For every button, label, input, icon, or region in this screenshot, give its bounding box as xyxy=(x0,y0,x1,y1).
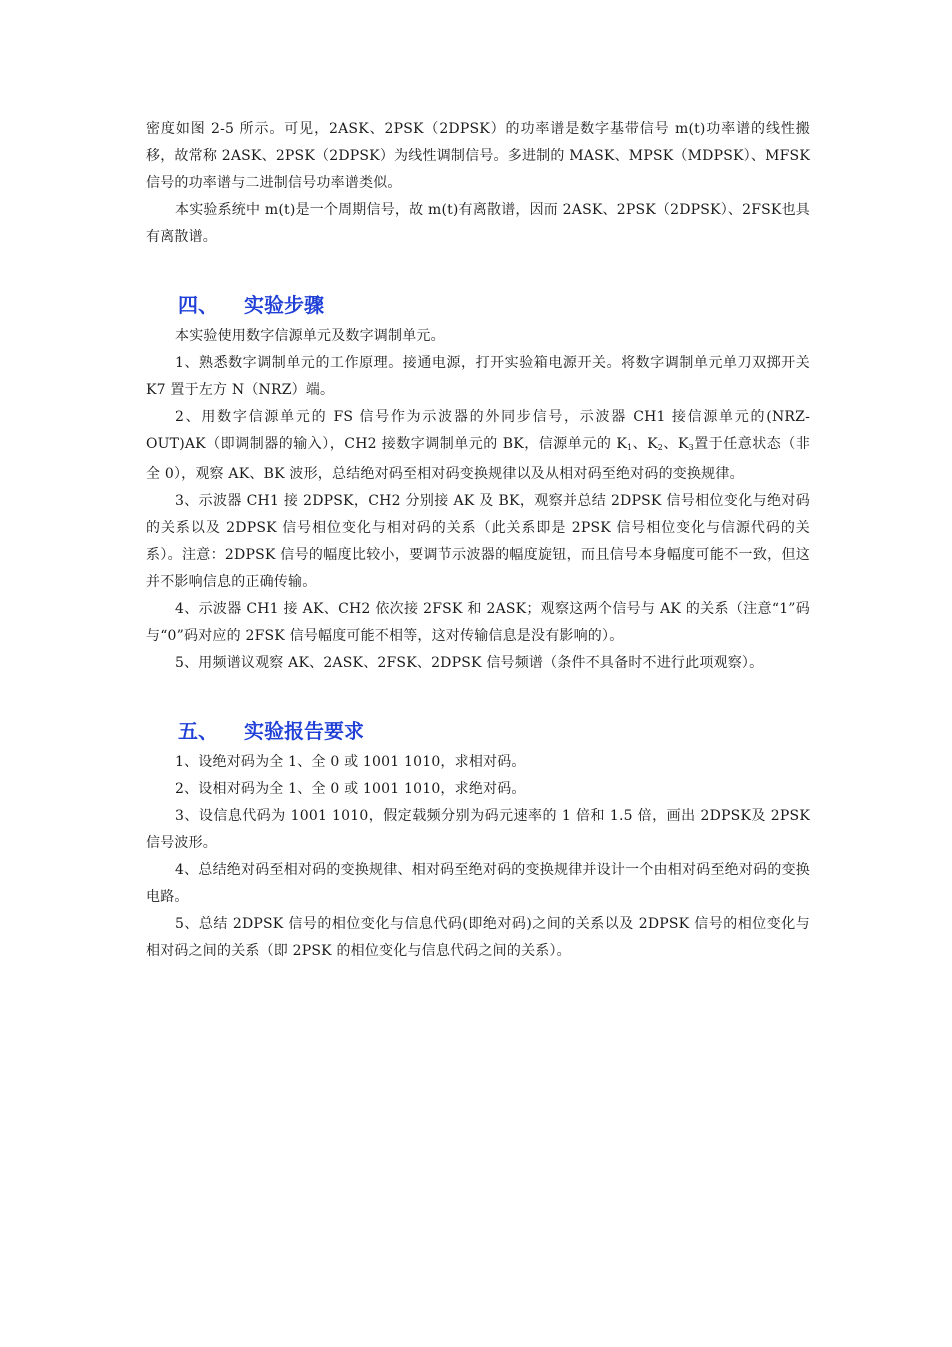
requirement-1: 1、设绝对码为全 1、全 0 或 1001 1010，求相对码。 xyxy=(175,754,526,770)
section-5-heading xyxy=(146,713,810,749)
intro-paragraph-2: 本实验系统中 m(t)是一个周期信号，故 m(t)有离散谱，因而 2ASK、2PSK（2DPSK）、2FSK也具有离散谱。 xyxy=(146,202,810,245)
k2-label: K xyxy=(647,436,658,452)
k1-label: K xyxy=(616,436,627,452)
step-1: 1、熟悉数字调制单元的工作原理。接通电源，打开实验箱电源开关。将数字调制单元单刀双掷开关 K7 置于左方 N（NRZ）端。 xyxy=(146,355,810,398)
step-2: 2、用数字信源单元的 FS 信号作为示波器的外同步信号，示波器 CH1 接信源单元的(NRZ-OUT)AK（即调制器的输入），CH2 接数字调制单元的 BK，信源单元的 $K_1$、$K_2$、$K_3$置于任意状态（非全 0），观察 AK、BK 波形，总结绝对码至相对码变换规律以及从相对码至绝对码的变换规律。 xyxy=(146,409,811,482)
section-4-lead: 本实验使用数字信源单元及数字调制单元。 xyxy=(175,328,445,344)
section-5-number: 五、 xyxy=(178,719,218,743)
step-3: 3、示波器 CH1 接 2DPSK，CH2 分别接 AK 及 BK，观察并总结 2DPSK 信号相位变化与绝对码的关系以及 2DPSK 信号相位变化与相对码的关系（此关系即是 2PSK 信号相位变化与信源代码的关系）。注意：2DPSK 信号的幅度比较小，要调节示波器的幅度旋钮，而且信号本身幅度可能不一致，但这并不影响信息的正确传输。 xyxy=(146,493,810,590)
step-2-text-a: 2、用数字信源单元的 FS 信号作为示波器的外同步信号，示波器 CH1 接信源单元的(NRZ-OUT)AK（即调制器的输入），CH2 接数字调制单元的 BK，信源单元的 xyxy=(146,409,810,452)
k2-subscript: 2 xyxy=(657,443,664,452)
requirement-3: 3、设信息代码为 1001 1010，假定载频分别为码元速率的 1 倍和 1.5 倍，画出 2DPSK及 2PSK 信号波形。 xyxy=(146,808,810,851)
k3-subscript: 3 xyxy=(688,443,694,452)
requirement-2: 2、设相对码为全 1、全 0 或 1001 1010，求绝对码。 xyxy=(175,781,526,797)
k3-label: K xyxy=(677,436,689,452)
section-4-number: 四、 xyxy=(178,293,218,317)
step-4: 4、示波器 CH1 接 AK、CH2 依次接 2FSK 和 2ASK；观察这两个信号与 AK 的关系（注意“1”码与“0”码对应的 2FSK 信号幅度可能不相等，这对传输信息是没有影响的）。 xyxy=(146,601,810,644)
intro-paragraph-1: 密度如图 2-5 所示。可见，2ASK、2PSK（2DPSK）的功率谱是数字基带信号 m(t)功率谱的线性搬移，故常称 2ASK、2PSK（2DPSK）为线性调制信号。多进制的 MASK、MPSK（MDPSK）、MFSK信号的功率谱与二进制信号功率谱类似。 xyxy=(146,121,810,191)
document-page xyxy=(146,116,810,965)
section-4-title: 实验步骤 xyxy=(244,293,324,317)
step-5: 5、用频谱议观察 AK、2ASK、2FSK、2DPSK 信号频谱（条件不具备时不进行此项观察）。 xyxy=(175,655,764,671)
step-2-text-b: 置于任意状态（非全 0），观察 AK、BK 波形，总结绝对码至相对码变换规律以及从相对码至绝对码的变换规律。 xyxy=(146,436,811,482)
requirement-5: 5、总结 2DPSK 信号的相位变化与信息代码(即绝对码)之间的关系以及 2DPSK 信号的相位变化与相对码之间的关系（即 2PSK 的相位变化与信息代码之间的关系）。 xyxy=(146,916,810,959)
requirement-4: 4、总结绝对码至相对码的变换规律、相对码至绝对码的变换规律并设计一个由相对码至绝对码的变换电路。 xyxy=(146,862,810,905)
section-4-heading xyxy=(146,287,810,323)
k1-subscript: 1 xyxy=(626,443,633,452)
section-5-title: 实验报告要求 xyxy=(244,719,364,743)
